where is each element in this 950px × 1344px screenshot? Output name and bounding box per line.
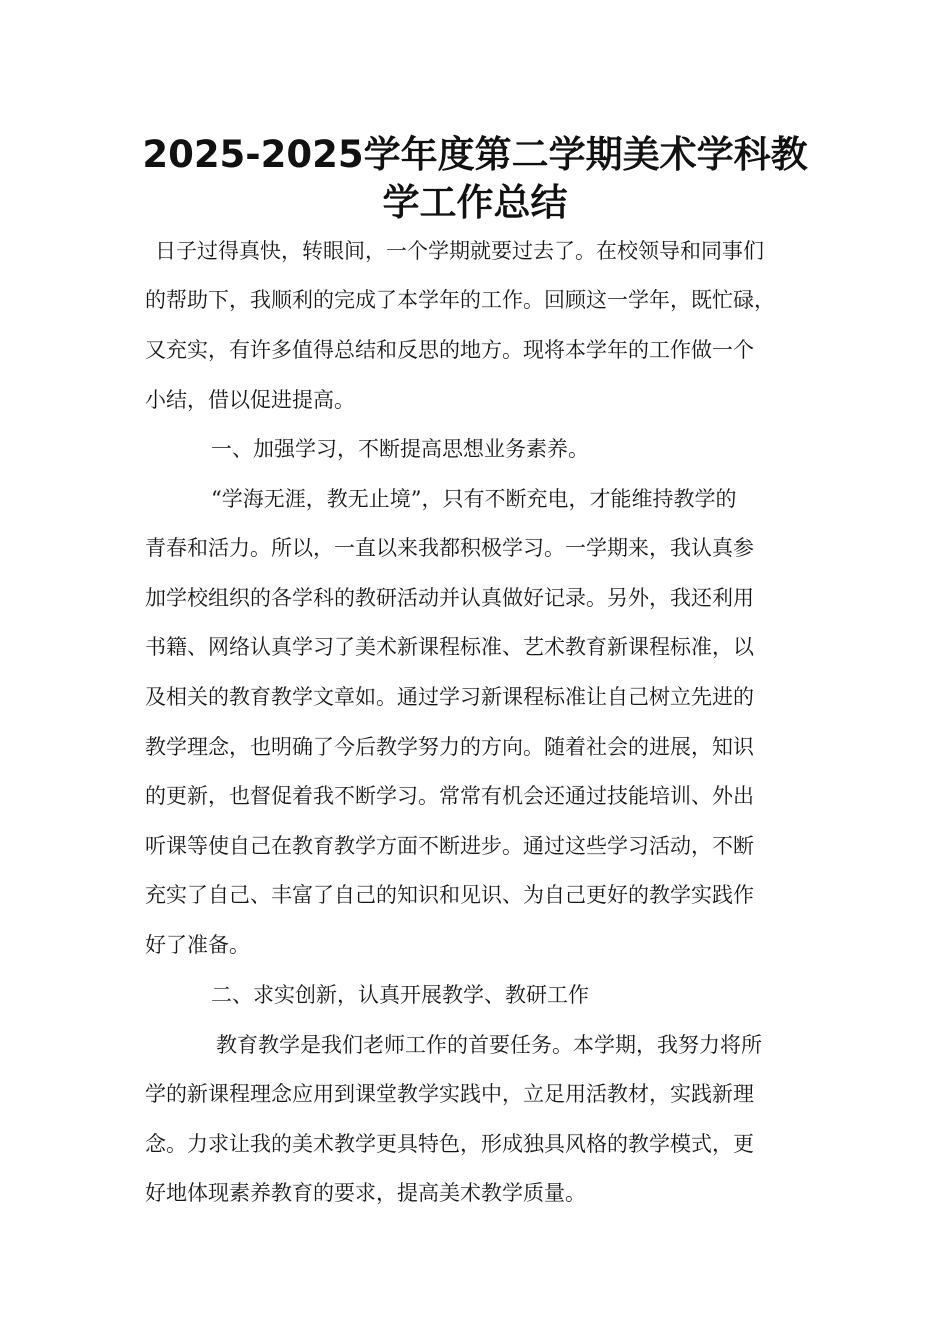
paragraph-line: 好了准备。 [145,933,250,957]
paragraph-line: “学海无涯，教无止境”，只有不断充电，才能维持教学的 [211,487,737,511]
paragraph-line: 又充实，有许多值得总结和反思的地方。现将本学年的工作做一个 [145,338,754,362]
paragraph-line: 念。力求让我的美术教学更具特色，形成独具风格的教学模式，更 [145,1132,754,1156]
paragraph-line: 书籍、网络认真学习了美术新课程标准、艺术教育新课程标准，以 [145,635,754,659]
paragraph-line: 教学理念，也明确了今后教学努力的方向。随着社会的进展，知识 [145,735,754,759]
section-heading: 二、求实创新，认真开展教学、教研工作 [211,983,589,1007]
paragraph-line: 好地体现素养教育的要求，提高美术教学质量。 [145,1181,586,1205]
paragraph-line: 的帮助下，我顺利的完成了本学年的工作。回顾这一学年，既忙碌， [145,288,775,312]
document-title-line-2: 学工作总结 [382,181,568,224]
paragraph-line: 听课等使自己在教育教学方面不断进步。通过这些学习活动，不断 [145,834,754,858]
paragraph-line: 加学校组织的各学科的教研活动并认真做好记录。另外，我还利用 [145,586,754,610]
paragraph-line: 及相关的教育教学文章如。通过学习新课程标准让自己树立先进的 [145,685,754,709]
paragraph-line: 充实了自己、丰富了自己的知识和见识、为自己更好的教学实践作 [145,883,754,907]
paragraph-line: 学的新课程理念应用到课堂教学实践中，立足用活教材，实践新理 [145,1082,754,1106]
paragraph-line: 日子过得真快，转眼间，一个学期就要过去了。在校领导和同事们 [155,239,764,263]
paragraph-line: 的更新，也督促着我不断学习。常常有机会还通过技能培训、外出 [145,784,754,808]
paragraph-line: 青春和活力。所以，一直以来我都积极学习。一学期来，我认真参 [145,536,754,560]
paragraph-line: 小结，借以促进提高。 [145,388,355,412]
paragraph-line: 教育教学是我们老师工作的首要任务。本学期，我努力将所 [216,1033,762,1057]
document-title-line-1: 2025-2025学年度第二学期美术学科教 [142,133,808,176]
section-heading: 一、加强学习，不断提高思想业务素养。 [211,437,589,461]
